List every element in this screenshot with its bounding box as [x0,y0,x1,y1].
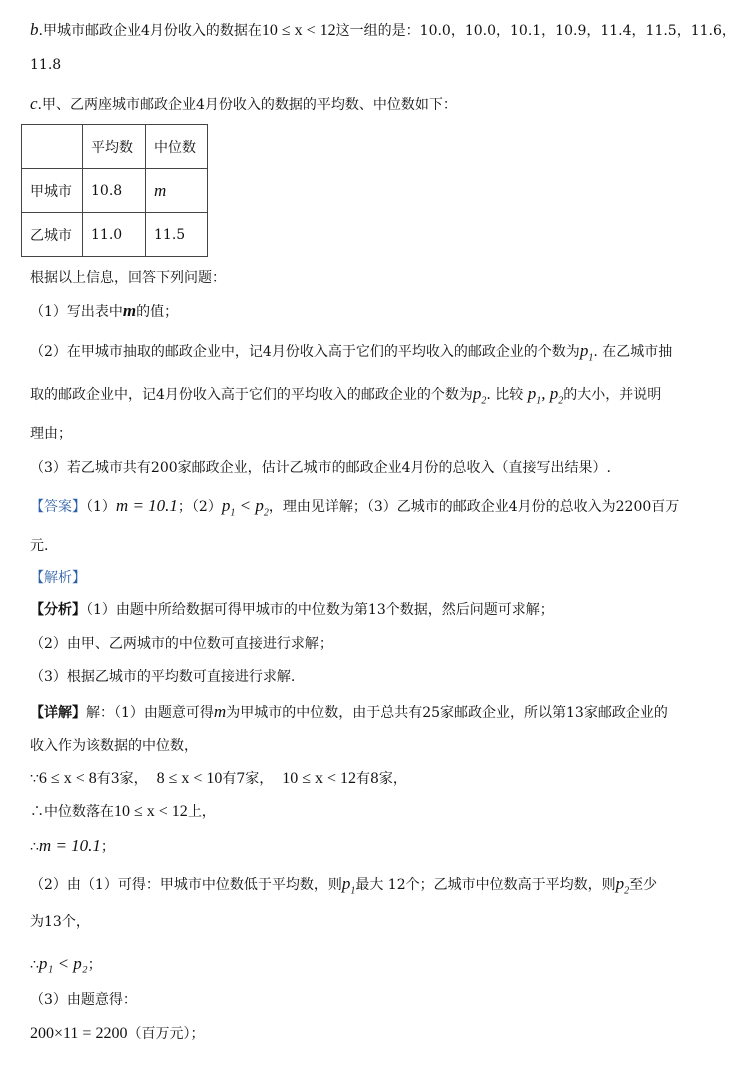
table-cell-mean: 11.0 [83,213,146,257]
xiangjie-line-8: ∴p₁ < p₂； [30,954,102,973]
part-b-line [30,20,736,41]
table-row [22,213,208,257]
fenxi-line-3: （3）根据乙城市的平均数可直接进行求解. [30,669,296,685]
question-2-line-3: 理由； [30,426,72,442]
table-cell-mean: 10.8 [83,169,146,213]
xiangjie-line-6: （2）由（1）可得：甲城市中位数低于平均数，则$p_1$最大 12个；乙城市中位数高于平均数，则$p_2$至少 [30,874,658,897]
xiangjie-line-9: （3）由题意得： [30,992,137,1008]
question-2-line-1: （2）在甲城市抽取的邮政企业中，记4月份收入高于它们的平均收入的邮政企业的个数为$p_1$. 在乙城市抽 [30,341,673,364]
prompt-text: 根据以上信息，回答下列问题： [30,270,226,286]
part-b-values: 这一组的是：10.0，10.0，10.1，10.9，11.4，11.5，11.6， [335,23,736,39]
xiangjie-line-4: ∴中位数落在10 ≤ x < 12上， [30,803,216,820]
xiangjie-line-3: ∵6 ≤ x < 8有3家， 8 ≤ x < 10有7家， 10 ≤ x < 12有8家， [30,770,407,787]
table-header-row [22,125,208,169]
xiangjie-line-5: ∴m = 10.1； [30,836,115,855]
xiangjie-line-7: 为13个， [30,914,90,930]
table-header-cell: 平均数 [83,125,146,169]
analysis-tag: 【解析】 [30,570,86,586]
table-row [22,169,208,213]
answer-tag: 【答案】 [30,499,86,515]
table-header-cell [22,125,83,169]
fenxi-line-2: （2）由甲、乙两城市的中位数可直接进行求解； [30,636,333,652]
question-1: （1）写出表中m的值； [30,301,179,320]
part-c-text: .甲、乙两座城市邮政企业4月份收入的数据的平均数、中位数如下： [37,97,457,113]
xiangjie-line-1: 【详解】解：（1）由题意可得m为甲城市的中位数，由于总共有25家邮政企业，所以第13家邮政企业的 [30,702,668,721]
part-c-line [30,94,457,115]
answer-line-1: 【答案】（1）m = 10.1；$(2)p_1 < p_2$，理由见详解；（3）乙城市的邮政企业4月份的总收入为2200百万 [30,496,680,519]
question-3: （3）若乙城市共有200家邮政企业，估计乙城市的邮政企业4月份的总收入（直接写出结果）. [30,460,611,476]
xiangjie-line-2: 收入作为该数据的中位数， [30,738,198,754]
answer-line-2: 元. [30,538,49,554]
part-c-label: c [30,94,38,113]
question-2-line-2: 取的邮政企业中，记4月份收入高于它们的平均收入的邮政企业的个数为$p_2$. 比较 $p_1$, $p_2$的大小，并说明 [30,384,662,407]
table-cell-median: m [146,169,208,213]
fenxi-line-1: 【分析】（1）由题中所给数据可得甲城市的中位数为第13个数据，然后问题可求解； [30,602,554,618]
table-header-cell: 中位数 [146,125,208,169]
stats-table [21,124,208,257]
table-cell-city: 甲城市 [22,169,83,213]
part-b-range: 10 ≤ x < 12 [261,22,336,39]
table-cell-median: 11.5 [146,213,208,257]
table-cell-city: 乙城市 [22,213,83,257]
xiangjie-line-10: 200×11 = 2200（百万元）； [30,1025,205,1042]
part-b-label: b [30,20,39,39]
part-b-text: .甲城市邮政企业4月份收入的数据在 [38,23,262,39]
part-b-continuation: 11.8 [30,57,62,73]
